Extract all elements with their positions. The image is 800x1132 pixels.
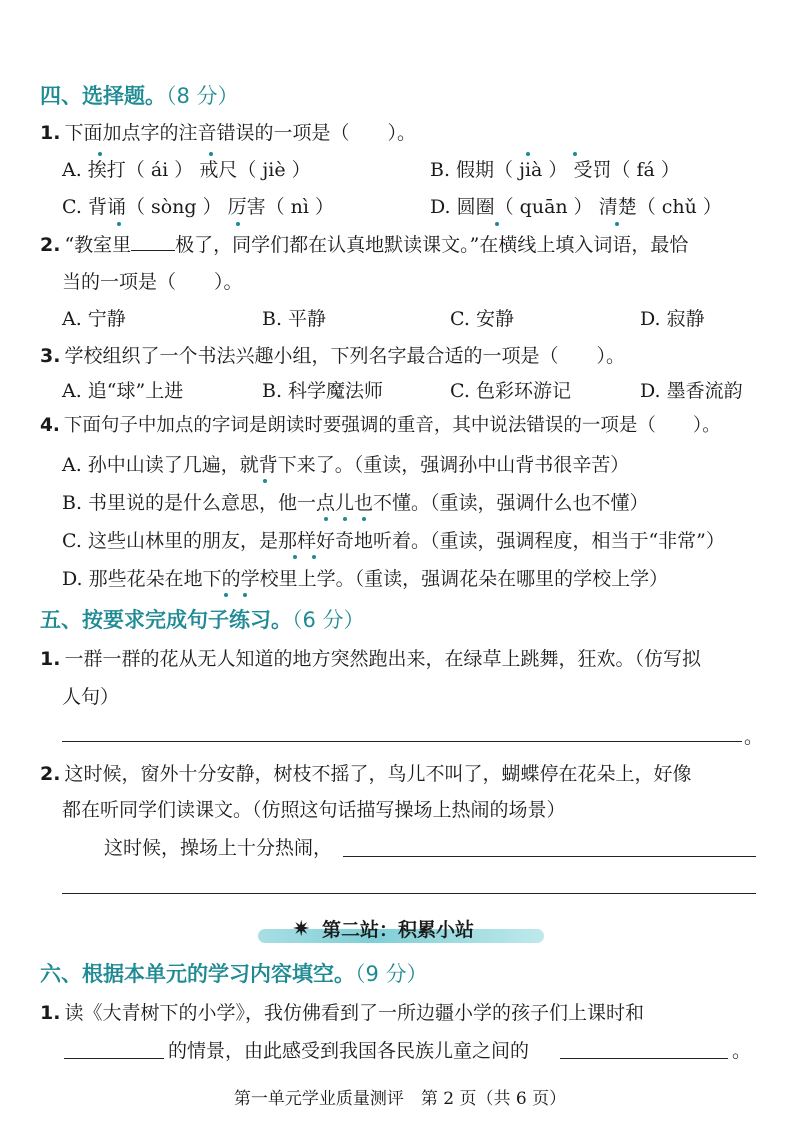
- emphasis-dot: [98, 152, 102, 156]
- question-text-b: 极了，同学们都在认真地默读课文。”在横线上填入词语，最恰: [175, 234, 689, 256]
- section-4-heading: 四、选择题。: [40, 84, 166, 108]
- q4-2-stem: [40, 232, 688, 258]
- section-6-points: （9 分）: [355, 962, 428, 986]
- emphasis-dot: [343, 517, 347, 521]
- question-text: 一群一群的花从无人知道的地方突然跑出来，在绿草上跳舞，狂欢。（仿写拟: [64, 648, 701, 670]
- q4-1-option-b: B. 假期（ jià ） 受罚（ fá ）: [430, 159, 680, 181]
- section-5-title: [40, 606, 365, 634]
- question-number: 4.: [40, 415, 60, 436]
- q5-2-stem-cont: 都在听同学们读课文。（仿照这句话描写操场上热闹的场景）: [62, 799, 566, 821]
- emphasis-dot: [495, 222, 499, 226]
- emphasis-dot: [362, 517, 366, 521]
- q4-4-stem: [40, 413, 721, 439]
- q6-1-stem-cont: 的情景，由此感受到我国各民族儿童之间的: [168, 1040, 530, 1062]
- question-text-a: “教室里: [64, 234, 132, 256]
- answer-period: 。: [732, 1040, 752, 1062]
- question-number: 1.: [40, 1002, 61, 1024]
- question-number: 2.: [40, 763, 61, 785]
- q4-1-option-d: D. 圆圈（ quān ） 清楚（ chǔ ）: [430, 196, 722, 218]
- q4-1-stem: [40, 120, 416, 146]
- section-5-points: （6 分）: [292, 608, 365, 632]
- section-6-title: [40, 960, 428, 988]
- q4-4-option-b: B. 书里说的是什么意思，他一点儿也不懂。（重读，强调什么也不懂）: [62, 492, 649, 514]
- q4-2-option-d: D. 寂静: [640, 308, 705, 330]
- answer-line[interactable]: [62, 893, 756, 894]
- answer-line[interactable]: [62, 741, 742, 742]
- emphasis-dot: [263, 479, 267, 483]
- answer-line[interactable]: [343, 856, 756, 857]
- section-4-title: [40, 82, 239, 110]
- emphasis-dot: [615, 222, 619, 226]
- q4-1-option-a: A. 挨打（ ái ） 戒尺（ jiè ）: [62, 159, 311, 181]
- emphasis-dot: [224, 593, 228, 597]
- question-text: 读《大青树下的小学》，我仿佛看到了一所边疆小学的孩子们上课时和: [64, 1002, 644, 1024]
- q4-2-option-a: A. 宁静: [62, 308, 126, 330]
- section-5-heading: 五、按要求完成句子练习。: [40, 608, 292, 632]
- emphasis-dot: [573, 152, 577, 156]
- q4-3-option-b: B. 科学魔法师: [262, 380, 384, 402]
- q4-4-option-d: D. 那些花朵在地下的学校里上学。（重读，强调花朵在哪里的学校上学）: [62, 568, 669, 590]
- emphasis-dot: [293, 555, 297, 559]
- question-number: 3.: [40, 345, 61, 367]
- q4-2-option-b: B. 平静: [262, 308, 327, 330]
- q5-1-stem: [40, 646, 701, 672]
- q4-4-option-a: A. 孙中山读了几遍，就背下来了。（重读，强调孙中山背书很辛苦）: [62, 454, 630, 476]
- emphasis-dot: [236, 222, 240, 226]
- question-number: 1.: [40, 648, 61, 670]
- q5-1-stem-cont: 人句）: [62, 686, 120, 708]
- emphasis-dot: [243, 593, 247, 597]
- question-number: 2.: [40, 234, 61, 256]
- q4-3-option-d: D. 墨香流韵: [640, 380, 743, 402]
- q5-2-prompt: 这时候，操场上十分热闹，: [104, 837, 333, 859]
- question-text: 这时候，窗外十分安静，树枝不摇了，鸟儿不叫了，蝴蝶停在花朵上，好像: [64, 763, 692, 785]
- q4-1-option-c: C. 背诵（ sòng ） 厉害（ nì ）: [62, 196, 335, 218]
- q4-4-option-c: C. 这些山林里的朋友，是那样好奇地听着。（重读，强调程度，相当于“非常”）: [62, 530, 725, 552]
- page-footer: 第一单元学业质量测评 第 2 页（共 6 页）: [233, 1089, 567, 1109]
- question-text: 学校组织了一个书法兴趣小组，下列名字最合适的一项是（ ）。: [64, 345, 625, 367]
- answer-line[interactable]: [64, 1058, 164, 1059]
- question-text: 下面加点字的注音错误的一项是（ ）。: [64, 122, 416, 144]
- emphasis-dot: [324, 517, 328, 521]
- question-number: 1.: [40, 122, 61, 144]
- star-icon: ✷: [292, 917, 311, 942]
- section-6-heading: 六、根据本单元的学习内容填空。: [40, 962, 355, 986]
- station-banner: [258, 917, 544, 949]
- q6-1-stem: [40, 1000, 644, 1026]
- question-text: 下面句子中加点的字词是朗读时要强调的重音，其中说法错误的一项是（ ）。: [63, 415, 721, 436]
- answer-line[interactable]: [560, 1058, 728, 1059]
- q4-2-option-c: C. 安静: [450, 308, 514, 330]
- blank-line[interactable]: [131, 232, 175, 251]
- emphasis-dot: [526, 152, 530, 156]
- answer-period: 。: [744, 726, 764, 748]
- emphasis-dot: [117, 222, 121, 226]
- section-4-points: （8 分）: [166, 84, 239, 108]
- emphasis-dot: [312, 555, 316, 559]
- q4-3-stem: [40, 343, 625, 369]
- emphasis-dot: [209, 152, 213, 156]
- banner-title: 第二站：积累小站: [322, 919, 475, 941]
- q4-3-option-a: A. 追“球”上进: [62, 380, 184, 402]
- q5-2-stem: [40, 761, 691, 787]
- q4-3-option-c: C. 色彩环游记: [450, 380, 571, 402]
- q4-2-stem-cont: 当的一项是（ ）。: [62, 271, 243, 293]
